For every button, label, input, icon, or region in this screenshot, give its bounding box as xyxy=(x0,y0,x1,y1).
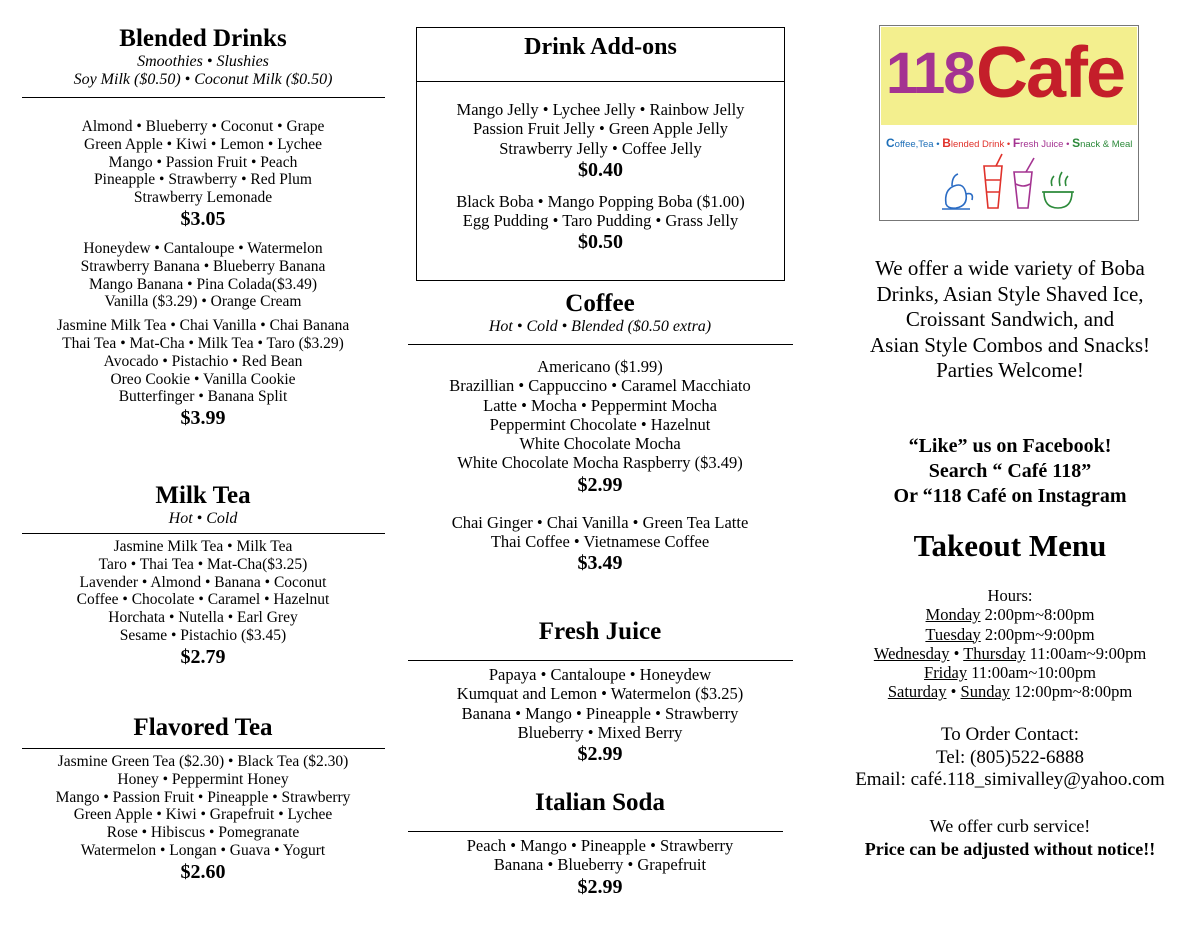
milk-tea-subtitle: Hot • Cold xyxy=(168,510,238,527)
hours-label: Hours: xyxy=(987,586,1033,605)
divider xyxy=(408,660,793,661)
menu-line: Jasmine Green Tea ($2.30) • Black Tea ($2.30) xyxy=(57,753,349,770)
menu-line: Blueberry • Mixed Berry xyxy=(517,722,683,742)
contact-email: Email: café.118_simivalley@yahoo.com xyxy=(855,769,1165,790)
logo-cafe-text: Cafe xyxy=(976,33,1125,113)
menu-line: White Chocolate Mocha Raspberry ($3.49) xyxy=(457,453,743,473)
promo-line: Asian Style Combos and Snacks! xyxy=(870,332,1150,357)
promo-text xyxy=(830,256,1190,384)
menu-line: Horchata • Nutella • Earl Grey xyxy=(108,609,298,627)
italian-soda-price: $2.99 xyxy=(577,875,623,898)
divider xyxy=(22,97,385,98)
menu-line: Black Boba • Mango Popping Boba ($1.00) xyxy=(456,191,745,211)
menu-line: Mango • Passion Fruit • Pineapple • Strawberry xyxy=(55,788,351,806)
coffee-group-2 xyxy=(405,513,795,552)
menu-line: Rose • Hibiscus • Pomegranate xyxy=(106,824,300,842)
social-line: Or “118 Café on Instagram xyxy=(893,485,1127,507)
curb-service-text: We offer curb service! xyxy=(929,816,1091,836)
divider xyxy=(22,748,385,749)
menu-line: Oreo Cookie • Vanilla Cookie xyxy=(110,370,296,388)
promo-line: Parties Welcome! xyxy=(936,358,1084,382)
blended-section xyxy=(18,25,388,430)
tagline-part: Blended Drink • xyxy=(942,136,1013,150)
menu-line: Mango • Passion Fruit • Peach xyxy=(108,153,298,171)
menu-line: Peach • Mango • Pineapple • Strawberry xyxy=(466,836,734,855)
contact-phone: Tel: (805)522-6888 xyxy=(935,746,1084,768)
flavored-tea-list xyxy=(18,753,388,860)
price-notice: Price can be adjusted without notice!! xyxy=(864,839,1156,859)
menu-line: Lavender • Almond • Banana • Coconut xyxy=(79,573,327,591)
menu-line: Americano ($1.99) xyxy=(537,357,663,376)
fresh-juice-list xyxy=(405,665,795,742)
menu-line: Vanilla ($3.29) • Orange Cream xyxy=(104,293,302,311)
contact-label: To Order Contact: xyxy=(941,724,1079,745)
menu-line: Latte • Mocha • Peppermint Mocha xyxy=(483,395,717,415)
cafe-logo xyxy=(879,25,1139,221)
menu-line: Mango Jelly • Lychee Jelly • Rainbow Jelly xyxy=(456,100,745,119)
coffee-price-2: $3.49 xyxy=(577,552,623,575)
flavored-tea-price: $2.60 xyxy=(180,860,226,883)
coffee-pot-icon xyxy=(942,174,972,209)
promo-line: We offer a wide variety of Boba xyxy=(875,256,1145,280)
divider xyxy=(408,344,793,345)
divider xyxy=(22,533,385,534)
menu-line: Green Apple • Kiwi • Grapefruit • Lychee xyxy=(73,806,333,824)
menu-line: White Chocolate Mocha xyxy=(519,434,681,454)
logo-118-text: 118 xyxy=(886,41,974,106)
coffee-section xyxy=(405,290,795,575)
blended-group-3 xyxy=(18,317,388,406)
divider xyxy=(417,81,784,82)
promo-line: Croissant Sandwich, and xyxy=(905,307,1115,331)
hours-row: Monday 2:00pm~8:00pm xyxy=(925,605,1095,625)
milk-tea-title: Milk Tea xyxy=(155,482,251,509)
menu-line: Green Apple • Kiwi • Lemon • Lychee xyxy=(84,135,322,153)
blended-price-3: $3.99 xyxy=(180,407,226,430)
juice-glass-icon xyxy=(1014,158,1034,208)
contact-block xyxy=(830,724,1190,792)
menu-line: Papaya • Cantaloupe • Honeydew xyxy=(488,665,712,684)
menu-line: Peppermint Chocolate • Hazelnut xyxy=(489,414,711,434)
blended-price-1: $3.05 xyxy=(180,207,226,230)
menu-line: Thai Tea • Mat-Cha • Milk Tea • Taro ($3.29) xyxy=(62,334,344,352)
blended-group-2 xyxy=(18,240,388,311)
drink-icons xyxy=(940,152,1080,214)
flavored-tea-title: Flavored Tea xyxy=(133,714,273,741)
menu-line: Pineapple • Strawberry • Red Plum xyxy=(94,171,312,189)
milk-tea-list xyxy=(18,538,388,645)
menu-line: Strawberry Banana • Blueberry Banana xyxy=(80,257,326,275)
flavored-tea-section xyxy=(18,714,388,884)
fresh-juice-section xyxy=(405,618,795,766)
social-line: “Like” us on Facebook! xyxy=(908,435,1112,457)
milk-tea-section xyxy=(18,482,388,669)
addons-price-2: $0.50 xyxy=(578,231,623,254)
tagline-part: Coffee,Tea • xyxy=(886,136,943,150)
italian-soda-list xyxy=(405,836,795,875)
blended-group-1 xyxy=(18,118,388,207)
hours-row: Tuesday 2:00pm~9:00pm xyxy=(925,624,1095,644)
menu-line: Jasmine Milk Tea • Chai Vanilla • Chai Banana xyxy=(56,317,350,335)
tagline-part: Snack & Meal xyxy=(1072,136,1133,150)
menu-line: Jasmine Milk Tea • Milk Tea xyxy=(113,538,293,555)
menu-line: Mango Banana • Pina Colada($3.49) xyxy=(89,275,317,293)
menu-line: Watermelon • Longan • Guava • Yogurt xyxy=(80,841,326,859)
menu-line: Strawberry Jelly • Coffee Jelly xyxy=(499,138,702,158)
menu-line: Sesame • Pistachio ($3.45) xyxy=(119,626,287,644)
promo-line: Drinks, Asian Style Shaved Ice, xyxy=(876,281,1144,306)
menu-line: Banana • Blueberry • Grapefruit xyxy=(493,855,707,875)
menu-line: Coffee • Chocolate • Caramel • Hazelnut xyxy=(76,591,330,609)
blended-drink-icon xyxy=(984,154,1002,208)
addons-price-1: $0.40 xyxy=(578,158,623,181)
addons-title: Drink Add-ons xyxy=(524,34,677,60)
menu-line: Taro • Thai Tea • Mat-Cha($3.25) xyxy=(98,555,308,573)
blended-title: Blended Drinks xyxy=(119,25,287,52)
coffee-price-1: $2.99 xyxy=(577,473,623,496)
hours-block xyxy=(830,586,1190,702)
fresh-juice-title: Fresh Juice xyxy=(538,618,662,645)
logo-tagline xyxy=(886,136,1136,150)
menu-line: Passion Fruit Jelly • Green Apple Jelly xyxy=(472,119,729,139)
menu-line: Strawberry Lemonade xyxy=(133,189,273,207)
menu-line: Almond • Blueberry • Coconut • Grape xyxy=(81,118,325,135)
hours-row: Friday 11:00am~10:00pm xyxy=(924,663,1096,683)
social-text xyxy=(830,434,1190,509)
menu-line: Honey • Peppermint Honey xyxy=(117,770,289,788)
menu-line: Egg Pudding • Taro Pudding • Grass Jelly xyxy=(462,211,739,231)
divider xyxy=(408,831,783,832)
hours-row: Wednesday • Thursday 11:00am~9:00pm xyxy=(873,643,1147,663)
addons-group-2 xyxy=(417,192,784,231)
menu-line: Kumquat and Lemon • Watermelon ($3.25) xyxy=(456,684,744,704)
menu-line: Butterfinger • Banana Split xyxy=(118,388,288,406)
italian-soda-section xyxy=(405,789,795,899)
menu-line: Banana • Mango • Pineapple • Strawberry xyxy=(461,703,739,723)
coffee-subtitle: Hot • Cold • Blended ($0.50 extra) xyxy=(488,318,712,335)
fresh-juice-price: $2.99 xyxy=(577,743,623,766)
menu-line: Honeydew • Cantaloupe • Watermelon xyxy=(83,239,323,257)
addons-box xyxy=(416,27,785,281)
menu-line: Brazillian • Cappuccino • Caramel Macchiato xyxy=(449,376,751,396)
blended-milk-options: Soy Milk ($0.50) • Coconut Milk ($0.50) xyxy=(73,71,333,88)
menu-line: Avocado • Pistachio • Red Bean xyxy=(103,352,303,370)
menu-line: Chai Ginger • Chai Vanilla • Green Tea Latte xyxy=(451,512,749,532)
blended-subtitle: Smoothies • Slushies xyxy=(137,53,269,70)
milk-tea-price: $2.79 xyxy=(180,645,226,668)
tagline-part: Fresh Juice • xyxy=(1012,136,1073,150)
coffee-title: Coffee xyxy=(565,290,635,317)
hours-row: Saturday • Sunday 12:00pm~8:00pm xyxy=(887,682,1133,702)
addons-group-1 xyxy=(417,100,784,158)
social-line: Search “ Café 118” xyxy=(928,460,1092,482)
coffee-group-1 xyxy=(405,357,795,473)
italian-soda-title: Italian Soda xyxy=(535,789,665,816)
menu-line: Thai Coffee • Vietnamese Coffee xyxy=(490,532,710,552)
snack-bowl-icon xyxy=(1042,172,1074,208)
takeout-title: Takeout Menu xyxy=(913,528,1107,563)
